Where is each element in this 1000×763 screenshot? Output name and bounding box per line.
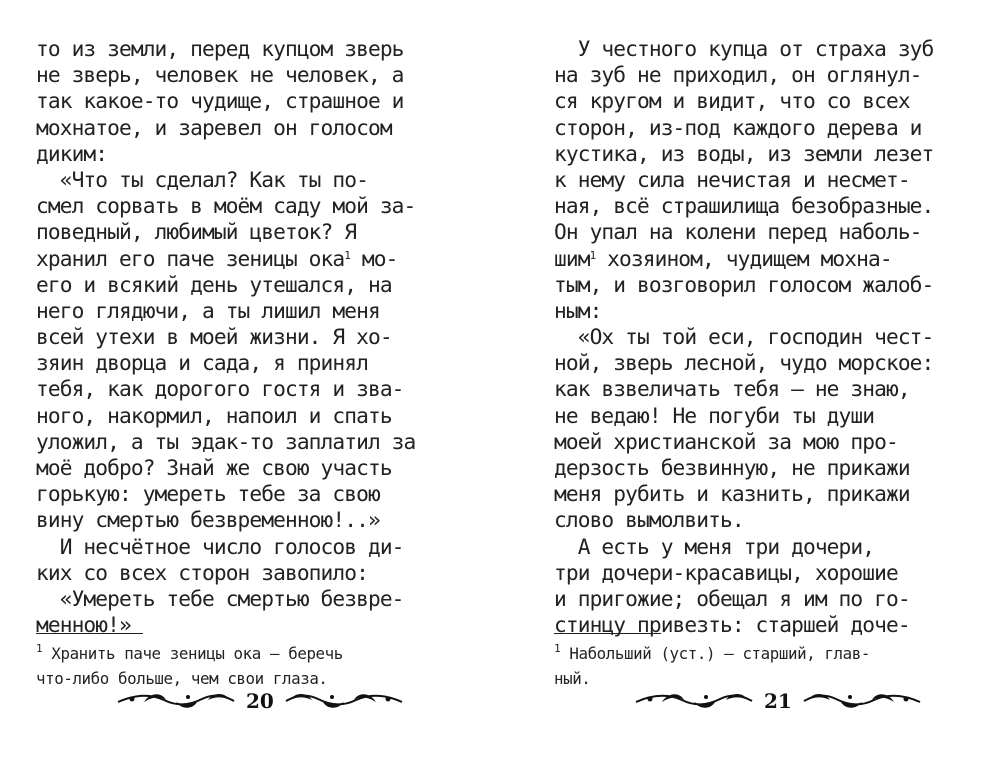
right-page-body <box>554 36 933 638</box>
text-line: вину смертью безвременною!..» <box>36 507 380 533</box>
text-line: поведный, любимый цветок? Я <box>36 219 357 245</box>
text-line <box>36 272 415 298</box>
text-segment: его и всякий день утешался, на <box>36 271 392 297</box>
text-line: на зуб не приходил, он оглянул- <box>554 62 922 88</box>
text-line: «Ох ты той еси, господин чест- <box>554 324 934 350</box>
text-line: зяин дворца и сада, я принял <box>36 350 368 376</box>
text-line: мохнатое, и заревел он голосом <box>36 114 392 140</box>
text-line: ких со всех сторон завопило: <box>36 559 368 585</box>
text-line: менною!» <box>36 612 131 638</box>
text-line: тебя, как дорогого гостя и зва- <box>36 376 404 402</box>
footnote-number: 1 <box>554 642 561 655</box>
text-segment: хранил его паче зеницы ока <box>36 245 345 271</box>
right-page <box>554 0 964 763</box>
text-line: диким: <box>36 140 108 166</box>
text-line: дерзость безвинную, не прикажи <box>554 455 910 480</box>
text-segment: мо- <box>350 245 398 271</box>
text-segment: шим <box>554 245 590 271</box>
text-line: уложил, а ты эдак-то заплатил за <box>36 428 416 454</box>
text-line: него глядючи, а ты лишил меня <box>36 297 380 323</box>
text-line: ным: <box>554 297 602 323</box>
footnote-divider <box>554 633 661 634</box>
text-line: не зверь, человек не человек, а <box>36 62 404 88</box>
footnote <box>36 641 343 691</box>
text-line: меня рубить и казнить, прикажи <box>554 481 910 507</box>
footnote-line: что-либо больше, чем свои глаза. <box>36 669 328 688</box>
text-line: смел сорвать в моём саду мой за- <box>36 193 416 219</box>
text-line: ся кругом и видит, что со всех <box>554 88 910 114</box>
text-line: к нему сила нечистая и несмет- <box>554 166 910 192</box>
text-line: горькую: умереть тебе за свою <box>36 481 380 507</box>
text-line: то из земли, перед купцом зверь <box>36 36 404 61</box>
text-line: ная, всё страшилища безобразные. <box>554 193 934 219</box>
text-line: ного, накормил, напоил и спать <box>36 402 392 428</box>
left-page <box>36 0 450 763</box>
footnote-line <box>554 641 870 666</box>
page-folio <box>634 686 922 716</box>
page-number: 21 <box>764 689 792 713</box>
text-line: ной, зверь лесной, чудо морское: <box>554 350 934 376</box>
flourish-ornament-icon <box>802 688 922 714</box>
text-line: И несчётное число голосов ди- <box>36 533 404 559</box>
footnote-divider <box>36 633 143 634</box>
footnote-marker: 1 <box>589 248 596 262</box>
text-line: моей христианской за мою про- <box>554 428 898 454</box>
left-page-body <box>36 36 415 638</box>
footnote-number: 1 <box>36 642 43 655</box>
footnote-text: Хранить паче зеницы ока — беречь <box>42 644 343 663</box>
text-line: тым, и возговорил голосом жалоб- <box>554 271 934 297</box>
text-line: слово вымолвить. <box>554 507 744 533</box>
text-line: Он упал на колени перед наболь- <box>554 219 922 245</box>
text-line: так какое-то чудище, страшное и <box>36 88 404 114</box>
flourish-ornament-icon <box>116 688 236 714</box>
text-line: сторон, из-под каждого дерева и <box>554 114 922 140</box>
text-line: и пригожие; обещал я им по го- <box>554 585 910 611</box>
flourish-ornament-icon <box>634 688 754 714</box>
text-line: «Умереть тебе смертью безвре- <box>36 585 404 611</box>
text-line: не ведаю! Не погуби ты души <box>554 402 875 428</box>
text-line: кустика, из воды, из земли лезет <box>554 140 934 166</box>
text-line: моё добро? Знай же свою участь <box>36 455 392 480</box>
text-line: как взвеличать тебя — не знаю, <box>554 376 910 402</box>
text-segment: хозяином, чудищем мохна- <box>595 245 892 271</box>
text-line: три дочери-красавицы, хорошие <box>554 559 898 585</box>
footnote-marker: 1 <box>344 248 350 262</box>
text-line <box>36 246 415 272</box>
footnote <box>554 641 870 691</box>
footnote-line: ный. <box>554 669 591 688</box>
text-line: всей утехи в моей жизни. Я хо- <box>36 324 392 350</box>
text-line: А есть у меня три дочери, <box>554 533 875 559</box>
footnote-text: Набольший (уст.) — старший, глав- <box>560 644 870 663</box>
text-line: У честного купца от страха зуб <box>554 36 934 61</box>
page-number: 20 <box>246 689 274 713</box>
text-line <box>554 246 933 272</box>
text-line: стинцу привезть: старшей доче- <box>554 612 910 638</box>
flourish-ornament-icon <box>284 688 404 714</box>
text-line: «Что ты сделал? Как ты по- <box>36 166 368 192</box>
page-folio <box>116 686 404 716</box>
footnote-line <box>36 641 343 666</box>
